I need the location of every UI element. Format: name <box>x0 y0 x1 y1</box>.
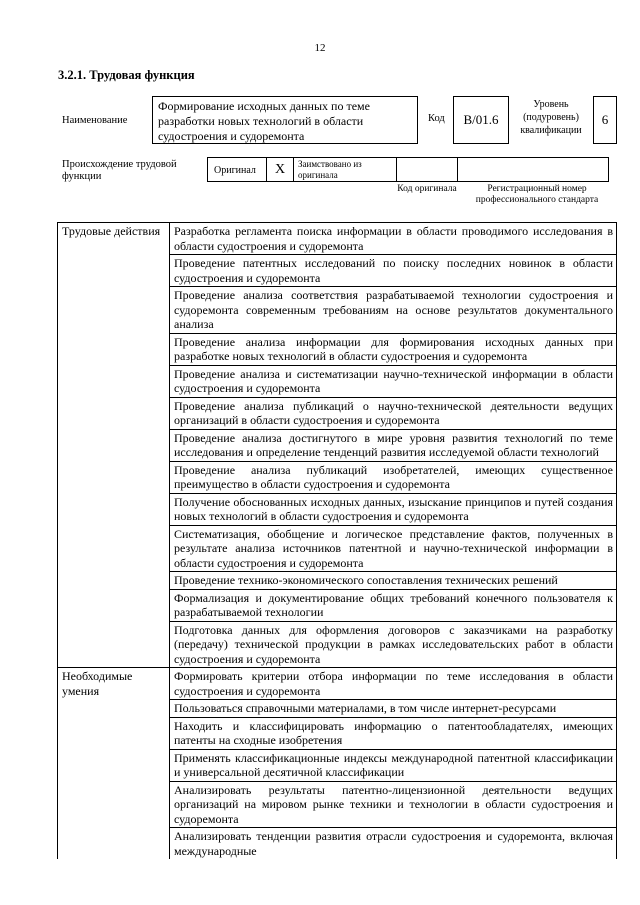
table-cell-item: Систематизация, обобщение и логическое представление фактов, полученных в результате анализа источников патентной и научно-технической информации в области судостроения и судоремонта <box>170 525 617 572</box>
name-label: Наименование <box>62 115 128 126</box>
level-box: 6 <box>593 96 617 144</box>
table-cell-item: Находить и классифицировать информацию о патентообладателях, имеющих патенты на сходные изобретения <box>170 717 617 749</box>
table-row <box>58 668 617 700</box>
origin-label: Происхождение трудовой функции <box>62 159 177 182</box>
section-label: Трудовые действия <box>58 223 170 668</box>
function-table <box>57 222 617 859</box>
table-cell-item: Проведение анализа достигнутого в мире уровня развития технологий по теме исследования и определение тенденций развития исследуемой области технологий <box>170 429 617 461</box>
table-cell-item: Проведение анализа соответствия разрабатываемой технологии судостроения и судоремонта современным требованиям на основе результатов документального анализа <box>170 287 617 334</box>
borrowed-cell <box>293 157 397 182</box>
function-name-box: Формирование исходных данных по теме разработки новых технологий в области судостроения и судоремонта <box>152 96 418 144</box>
table-cell-item: Проведение анализа и систематизации научно-технической информации в области судостроения и судоремонта <box>170 365 617 397</box>
reg-number-label: Регистрационный номер профессионального стандарта <box>475 184 599 205</box>
table-cell-item: Проведение анализа публикаций о научно-технической деятельности ведущих организаций в области судостроения и судоремонта <box>170 397 617 429</box>
reg-number-cell <box>457 157 609 182</box>
original-mark: X <box>266 157 294 182</box>
original-label: Оригинал <box>214 165 256 176</box>
origin-row <box>207 157 609 182</box>
table-cell-item: Анализировать тенденции развития отрасли судостроения и судоремонта, включая международные <box>170 828 617 860</box>
function-table-body <box>58 223 617 860</box>
table-cell-item: Проведение анализа информации для формирования исходных данных при разработке новых технологий в области судостроения и судоремонта <box>170 333 617 365</box>
table-row <box>58 223 617 255</box>
table-cell-item: Анализировать результаты патентно-лицензионной деятельности ведущих организаций на мировом рынке техники и технологии в области судостроения и судоремонта <box>170 781 617 828</box>
borrowed-label: Заимствовано из оригинала <box>298 159 362 180</box>
original-cell <box>207 157 267 182</box>
function-code-box: B/01.6 <box>453 96 509 144</box>
table-cell-item: Пользоваться справочными материалами, в том числе интернет-ресурсами <box>170 700 617 718</box>
code-original-label: Код оригинала <box>397 184 457 194</box>
level-label: Уровень (подуровень) квалификации <box>520 99 582 136</box>
table-cell-item: Формировать критерии отбора информации по теме исследования в области судостроения и судоремонта <box>170 668 617 700</box>
table-cell-item: Формализация и документирование общих требований конечного пользователя к разрабатываемой технологии <box>170 589 617 621</box>
code-label: Код <box>428 113 445 124</box>
table-cell-item: Применять классификационные индексы международной патентной классификации и универсальной десятичной классификации <box>170 749 617 781</box>
section-title: 3.2.1. Трудовая функция <box>58 68 195 82</box>
table-cell-item: Проведение технико-экономического сопоставления технических решений <box>170 572 617 590</box>
table-cell-item: Проведение патентных исследований по поиску последних новинок в области судостроения и судоремонта <box>170 255 617 287</box>
code-original-cell <box>396 157 458 182</box>
page-number: 12 <box>314 42 326 54</box>
table-cell-item: Разработка регламента поиска информации в области проводимого исследования в области судостроения и судоремонта <box>170 223 617 255</box>
table-cell-item: Проведение анализа публикаций изобретателей, имеющих существенное преимущество в области судостроения и судоремонта <box>170 461 617 493</box>
table-cell-item: Подготовка данных для оформления договоров с заказчиками на разработку (передачу) технической продукции в рамках исследовательских работ в области судостроения и судоремонта <box>170 621 617 668</box>
section-label: Необходимые умения <box>58 668 170 860</box>
table-cell-item: Получение обоснованных исходных данных, изыскание принципов и путей создания новых технологий в области судостроения и судоремонта <box>170 493 617 525</box>
